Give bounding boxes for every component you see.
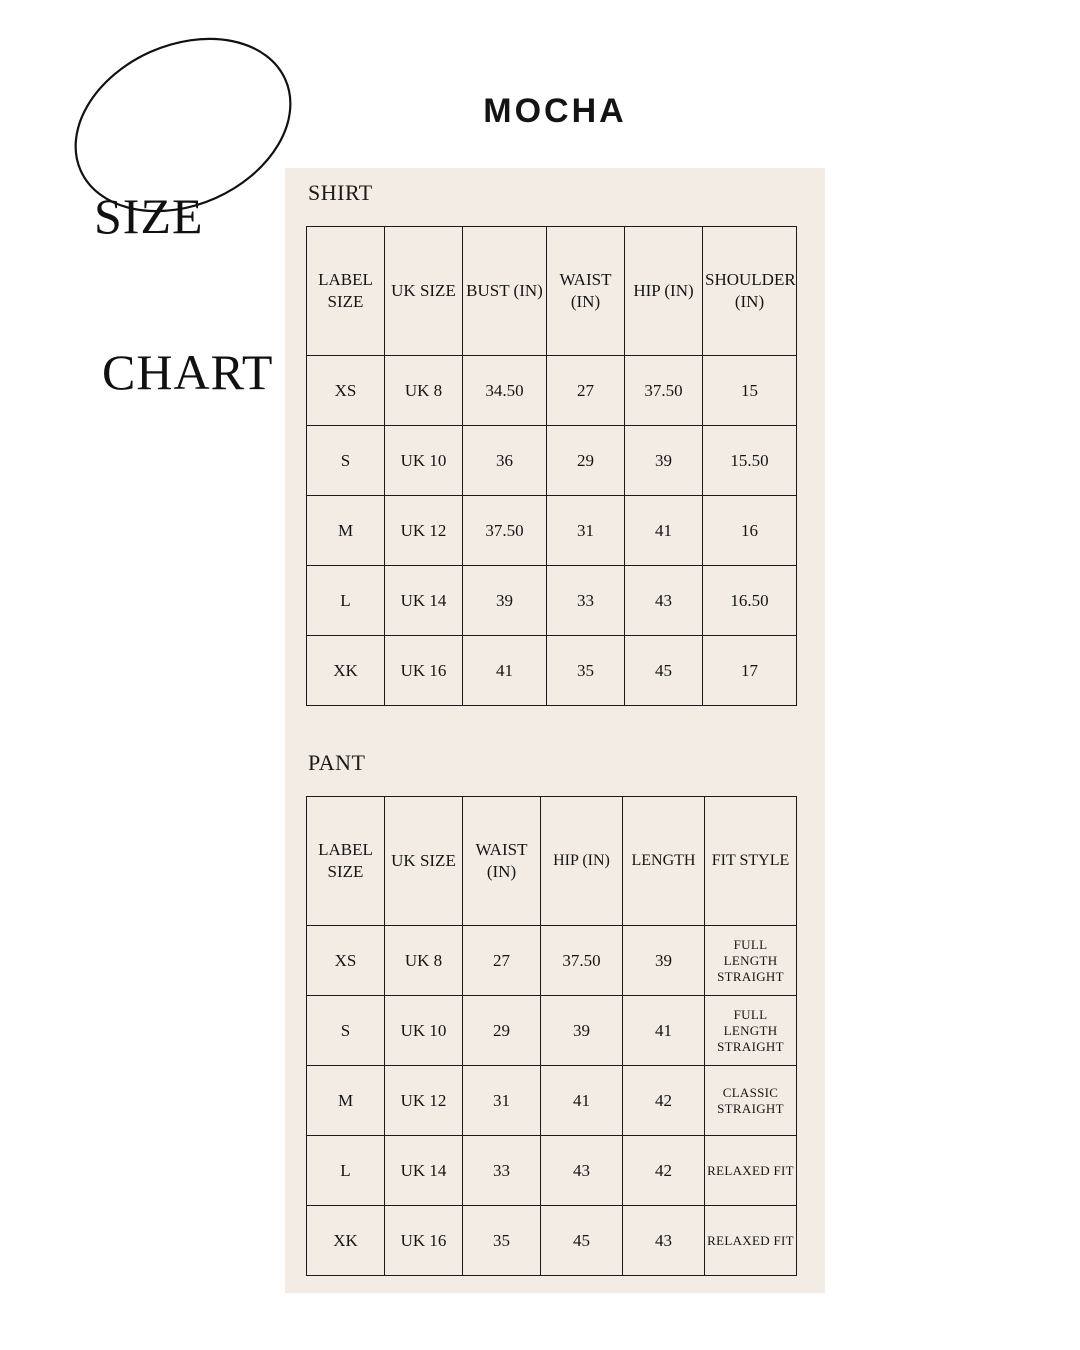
table-cell: 17 <box>703 636 797 706</box>
table-row <box>307 426 797 496</box>
table-cell: 15 <box>703 356 797 426</box>
table-cell: FULL LENGTH STRAIGHT <box>705 926 797 996</box>
table-row <box>307 496 797 566</box>
table-cell: 35 <box>463 1206 541 1276</box>
table-cell: XK <box>307 1206 385 1276</box>
table-cell: 33 <box>463 1136 541 1206</box>
table-cell: 39 <box>463 566 547 636</box>
table-cell: UK 12 <box>385 1066 463 1136</box>
column-header: UK SIZE <box>385 227 463 356</box>
column-header: WAIST (IN) <box>547 227 625 356</box>
table-cell: UK 8 <box>385 356 463 426</box>
table-cell: 45 <box>541 1206 623 1276</box>
table-cell: 15.50 <box>703 426 797 496</box>
table-cell: RELAXED FIT <box>705 1136 797 1206</box>
pant-size-table <box>306 796 797 1276</box>
table-cell: 37.50 <box>625 356 703 426</box>
table-cell: L <box>307 566 385 636</box>
table-cell: 33 <box>547 566 625 636</box>
table-row <box>307 996 797 1066</box>
table-header-row <box>307 227 797 356</box>
table-cell: 43 <box>541 1136 623 1206</box>
table-cell: 37.50 <box>541 926 623 996</box>
table-row <box>307 1136 797 1206</box>
column-header: WAIST (IN) <box>463 797 541 926</box>
table-cell: RELAXED FIT <box>705 1206 797 1276</box>
table-cell: 42 <box>623 1136 705 1206</box>
section-label-shirt: SHIRT <box>308 180 373 205</box>
table-cell: 27 <box>463 926 541 996</box>
table-cell: 31 <box>463 1066 541 1136</box>
column-header: UK SIZE <box>385 797 463 926</box>
table-row <box>307 926 797 996</box>
table-cell: UK 14 <box>385 1136 463 1206</box>
column-header: SHOULDER (IN) <box>703 227 797 356</box>
logo-line-2: CHART <box>102 344 274 400</box>
table-cell: 39 <box>541 996 623 1066</box>
table-cell: CLASSIC STRAIGHT <box>705 1066 797 1136</box>
table-cell: 43 <box>623 1206 705 1276</box>
table-row <box>307 356 797 426</box>
table-cell: M <box>307 1066 385 1136</box>
table-cell: XK <box>307 636 385 706</box>
table-cell: 35 <box>547 636 625 706</box>
logo-line-1: SIZE <box>94 188 204 244</box>
table-cell: 41 <box>541 1066 623 1136</box>
table-cell: 41 <box>625 496 703 566</box>
table-cell: UK 12 <box>385 496 463 566</box>
column-header: LABEL SIZE <box>307 227 385 356</box>
column-header: FIT STYLE <box>705 797 797 926</box>
table-row <box>307 1206 797 1276</box>
table-cell: UK 14 <box>385 566 463 636</box>
table-cell: XS <box>307 926 385 996</box>
column-header: HIP (IN) <box>625 227 703 356</box>
table-cell: 31 <box>547 496 625 566</box>
table-cell: 27 <box>547 356 625 426</box>
table-cell: UK 10 <box>385 996 463 1066</box>
table-cell: L <box>307 1136 385 1206</box>
page-title: MOCHA <box>483 92 627 130</box>
size-chart-panel <box>285 168 825 1293</box>
table-cell: 37.50 <box>463 496 547 566</box>
table-cell: XS <box>307 356 385 426</box>
size-chart-logo <box>58 30 308 400</box>
logo-text <box>94 86 273 502</box>
column-header: LENGTH <box>623 797 705 926</box>
column-header: LABEL SIZE <box>307 797 385 926</box>
table-cell: 39 <box>625 426 703 496</box>
table-cell: M <box>307 496 385 566</box>
table-cell: 39 <box>623 926 705 996</box>
table-cell: 41 <box>463 636 547 706</box>
table-cell: 45 <box>625 636 703 706</box>
section-label-pant: PANT <box>308 750 366 775</box>
table-row <box>307 1066 797 1136</box>
table-cell: 29 <box>547 426 625 496</box>
table-cell: 16.50 <box>703 566 797 636</box>
table-cell: UK 16 <box>385 636 463 706</box>
table-cell: 36 <box>463 426 547 496</box>
table-cell: 42 <box>623 1066 705 1136</box>
table-cell: UK 8 <box>385 926 463 996</box>
table-row <box>307 636 797 706</box>
column-header: BUST (IN) <box>463 227 547 356</box>
table-cell: 43 <box>625 566 703 636</box>
table-cell: UK 16 <box>385 1206 463 1276</box>
table-row <box>307 566 797 636</box>
table-cell: 29 <box>463 996 541 1066</box>
shirt-size-table <box>306 226 797 706</box>
table-cell: FULL LENGTH STRAIGHT <box>705 996 797 1066</box>
table-cell: 41 <box>623 996 705 1066</box>
table-cell: 16 <box>703 496 797 566</box>
table-header-row <box>307 797 797 926</box>
table-cell: S <box>307 996 385 1066</box>
table-cell: 34.50 <box>463 356 547 426</box>
table-cell: S <box>307 426 385 496</box>
table-cell: UK 10 <box>385 426 463 496</box>
column-header: HIP (IN) <box>541 797 623 926</box>
